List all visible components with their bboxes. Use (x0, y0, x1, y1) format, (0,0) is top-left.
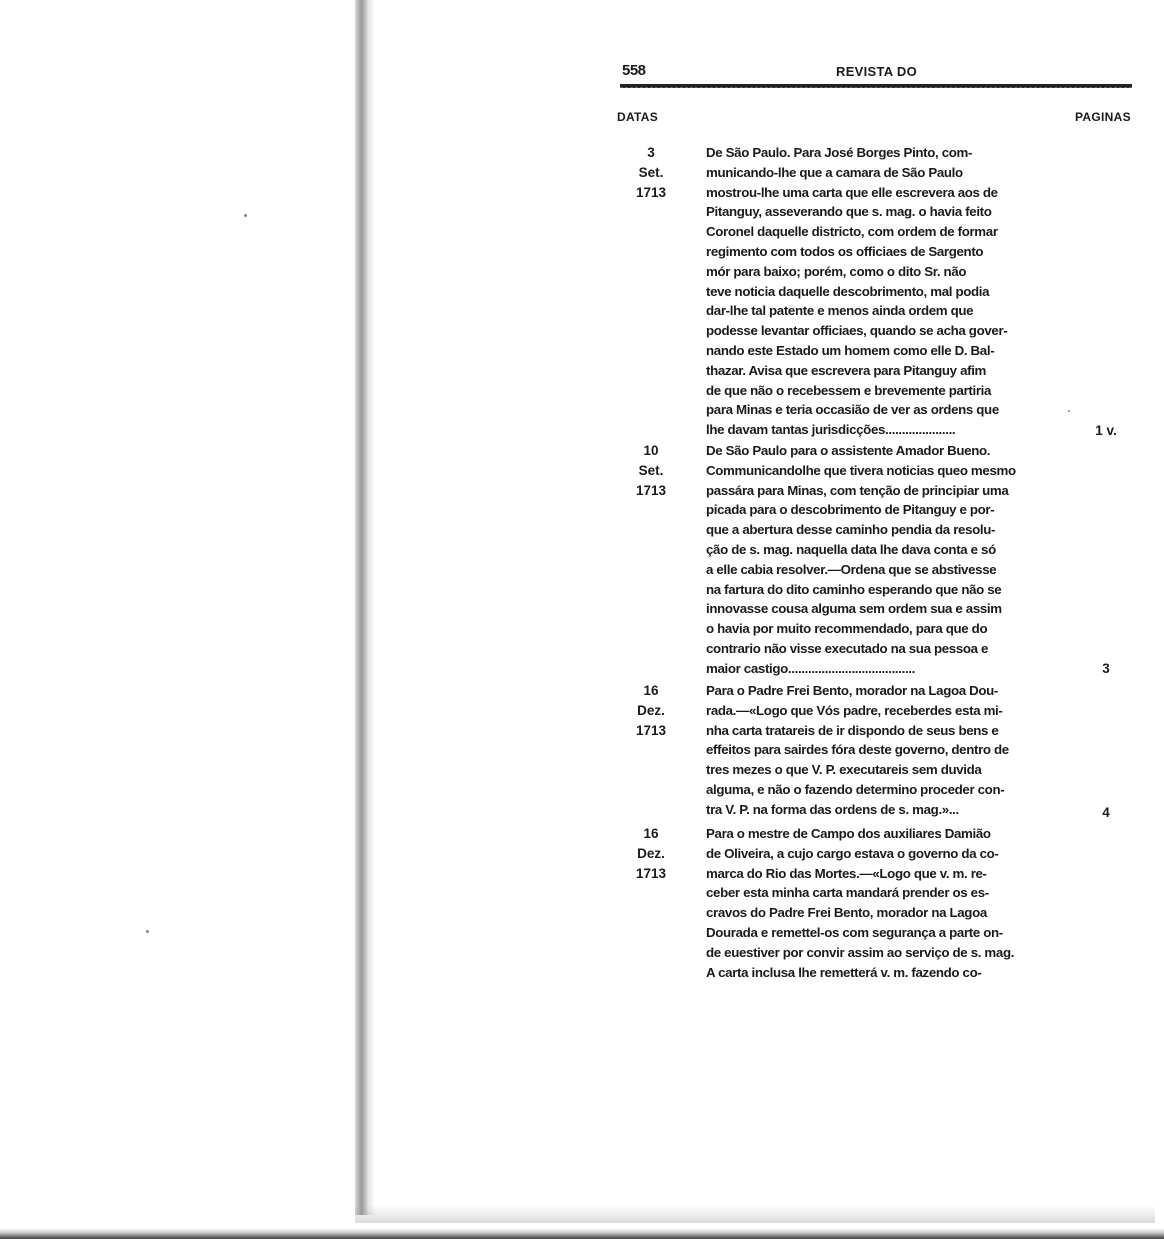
header-rule (620, 84, 1132, 88)
text-line: dar-lhe tal patente e menos ainda ordem que (706, 303, 974, 319)
pages-column-heading: PAGINAS (1075, 110, 1131, 124)
text-line: marca do Rio das Mortes.—«Logo que v. m. re- (706, 865, 987, 881)
date-year: 1713 (635, 482, 667, 498)
text-line: Coronel daquelle districto, com ordem de formar (706, 224, 998, 240)
text-line: na fartura do dito caminho esperando que não se (706, 581, 1002, 597)
text-line: de que não o recebessem e brevemente partiria (706, 382, 992, 398)
text-line: contrario não visse executado na sua pessoa e (706, 640, 989, 656)
text-line: que a abertura desse caminho pendia da resolu- (706, 522, 996, 538)
text-line: regimento com todos os officiaes de Sargento (706, 243, 984, 259)
text-line: Para o Padre Frei Bento, morador na Lagoa Dou- (706, 683, 999, 698)
scan-speck (146, 930, 149, 933)
running-head (622, 60, 1132, 84)
entry-page-reference: 3 (1102, 661, 1110, 676)
text-line: nha carta tratareis de ir dispondo de seus bens e (706, 722, 999, 738)
text-line: Dourada e remettel-os com segurança a parte on- (706, 924, 1003, 940)
date-day: 10 (643, 443, 659, 458)
entry-date (618, 143, 684, 202)
entry-summary (706, 143, 1056, 440)
scan-speck (244, 214, 247, 217)
entry-date (618, 681, 684, 740)
text-line: Para o mestre de Campo dos auxiliares Damião (706, 826, 991, 841)
entry-summary (706, 441, 1056, 679)
text-line: De São Paulo para o assistente Amador Bueno. (706, 443, 991, 458)
text-line: De São Paulo. Para José Borges Pinto, com- (706, 145, 973, 160)
text-line: para Minas e teria occasião de ver as ordens que (706, 402, 999, 418)
text-line: effeitos para sairdes fóra deste governo, dentro de (706, 742, 1009, 758)
entry-summary (706, 824, 1056, 982)
scan-speck (1068, 410, 1070, 412)
text-line: passára para Minas, com tenção de principiar uma (706, 482, 1009, 498)
entry-date (618, 441, 684, 500)
text-line: Pitanguy, asseverando que s. mag. o havia feito (706, 204, 992, 220)
text-line: podesse levantar officiaes, quando se acha gover- (706, 323, 1008, 339)
entry-page-reference: 1 v. (1095, 423, 1117, 438)
page-number: 558 (622, 62, 646, 79)
entry-date (618, 824, 684, 883)
page-bottom-shadow (355, 1205, 1155, 1223)
date-day: 16 (643, 826, 659, 841)
text-line: teve noticia daquelle descobrimento, mal podia (706, 283, 990, 299)
text-line: A carta inclusa lhe remetterá v. m. fazendo co- (706, 964, 982, 980)
text-line: mór para baixo; porém, como o dito Sr. não (706, 263, 967, 279)
text-line: picada para o descobrimento de Pitanguy e por- (706, 502, 995, 518)
text-line: ceber esta minha carta mandará prender os es- (706, 885, 989, 901)
entry-page-reference: 4 (1102, 805, 1110, 820)
date-month: Set. (638, 462, 664, 478)
date-day: 16 (643, 683, 659, 698)
book-binding-shadow (355, 0, 369, 1215)
text-line: thazar. Avisa que escrevera para Pitanguy afim (706, 362, 987, 378)
text-line: rada.—«Logo que Vós padre, receberdes esta mi- (706, 702, 1003, 718)
date-year: 1713 (635, 184, 667, 200)
date-year: 1713 (635, 722, 667, 738)
date-year: 1713 (635, 865, 667, 881)
page-gutter (369, 0, 375, 1215)
dates-column-heading: DATAS (617, 110, 659, 124)
text-line: cravos do Padre Frei Bento, morador na Lagoa (706, 905, 987, 921)
date-month: Set. (638, 164, 664, 180)
text-line: de euestiver por convir assim ao serviço de s. mag. (706, 944, 1015, 960)
text-line: Communicandolhe que tivera noticias queo mesmo (706, 462, 1016, 478)
text-line: a elle cabia resolver.—Ordena que se abstivesse (706, 561, 997, 577)
date-month: Dez. (637, 702, 665, 718)
text-line: ção de s. mag. naquella data lhe dava conta e só (706, 541, 996, 557)
text-line: mostrou-lhe uma carta que elle escrevera aos de (706, 184, 998, 200)
text-line: de Oliveira, a cujo cargo estava o governo da co- (706, 845, 999, 861)
page-bottom-edge (0, 1228, 1164, 1239)
text-line: o havia por muito recommendado, para que do (706, 621, 988, 637)
text-line: lhe davam tantas jurisdicções..................... (706, 422, 956, 438)
text-line: municando-lhe que a camara de São Paulo (706, 164, 963, 180)
text-line: nando este Estado um homem como elle D. Bal- (706, 342, 995, 358)
date-month: Dez. (637, 845, 665, 861)
date-day: 3 (647, 145, 655, 160)
text-line: tres mezes o que V. P. executareis sem duvida (706, 762, 982, 778)
text-line: maior castigo...................................... (706, 660, 915, 676)
text-line: innovasse cousa alguma sem ordem sua e assim (706, 601, 1002, 617)
text-line: alguma, e não o fazendo determino proceder con- (706, 781, 1005, 797)
journal-title: REVISTA DO (836, 64, 918, 79)
text-line: tra V. P. na forma das ordens de s. mag.»... (706, 801, 959, 817)
entry-summary (706, 681, 1056, 820)
